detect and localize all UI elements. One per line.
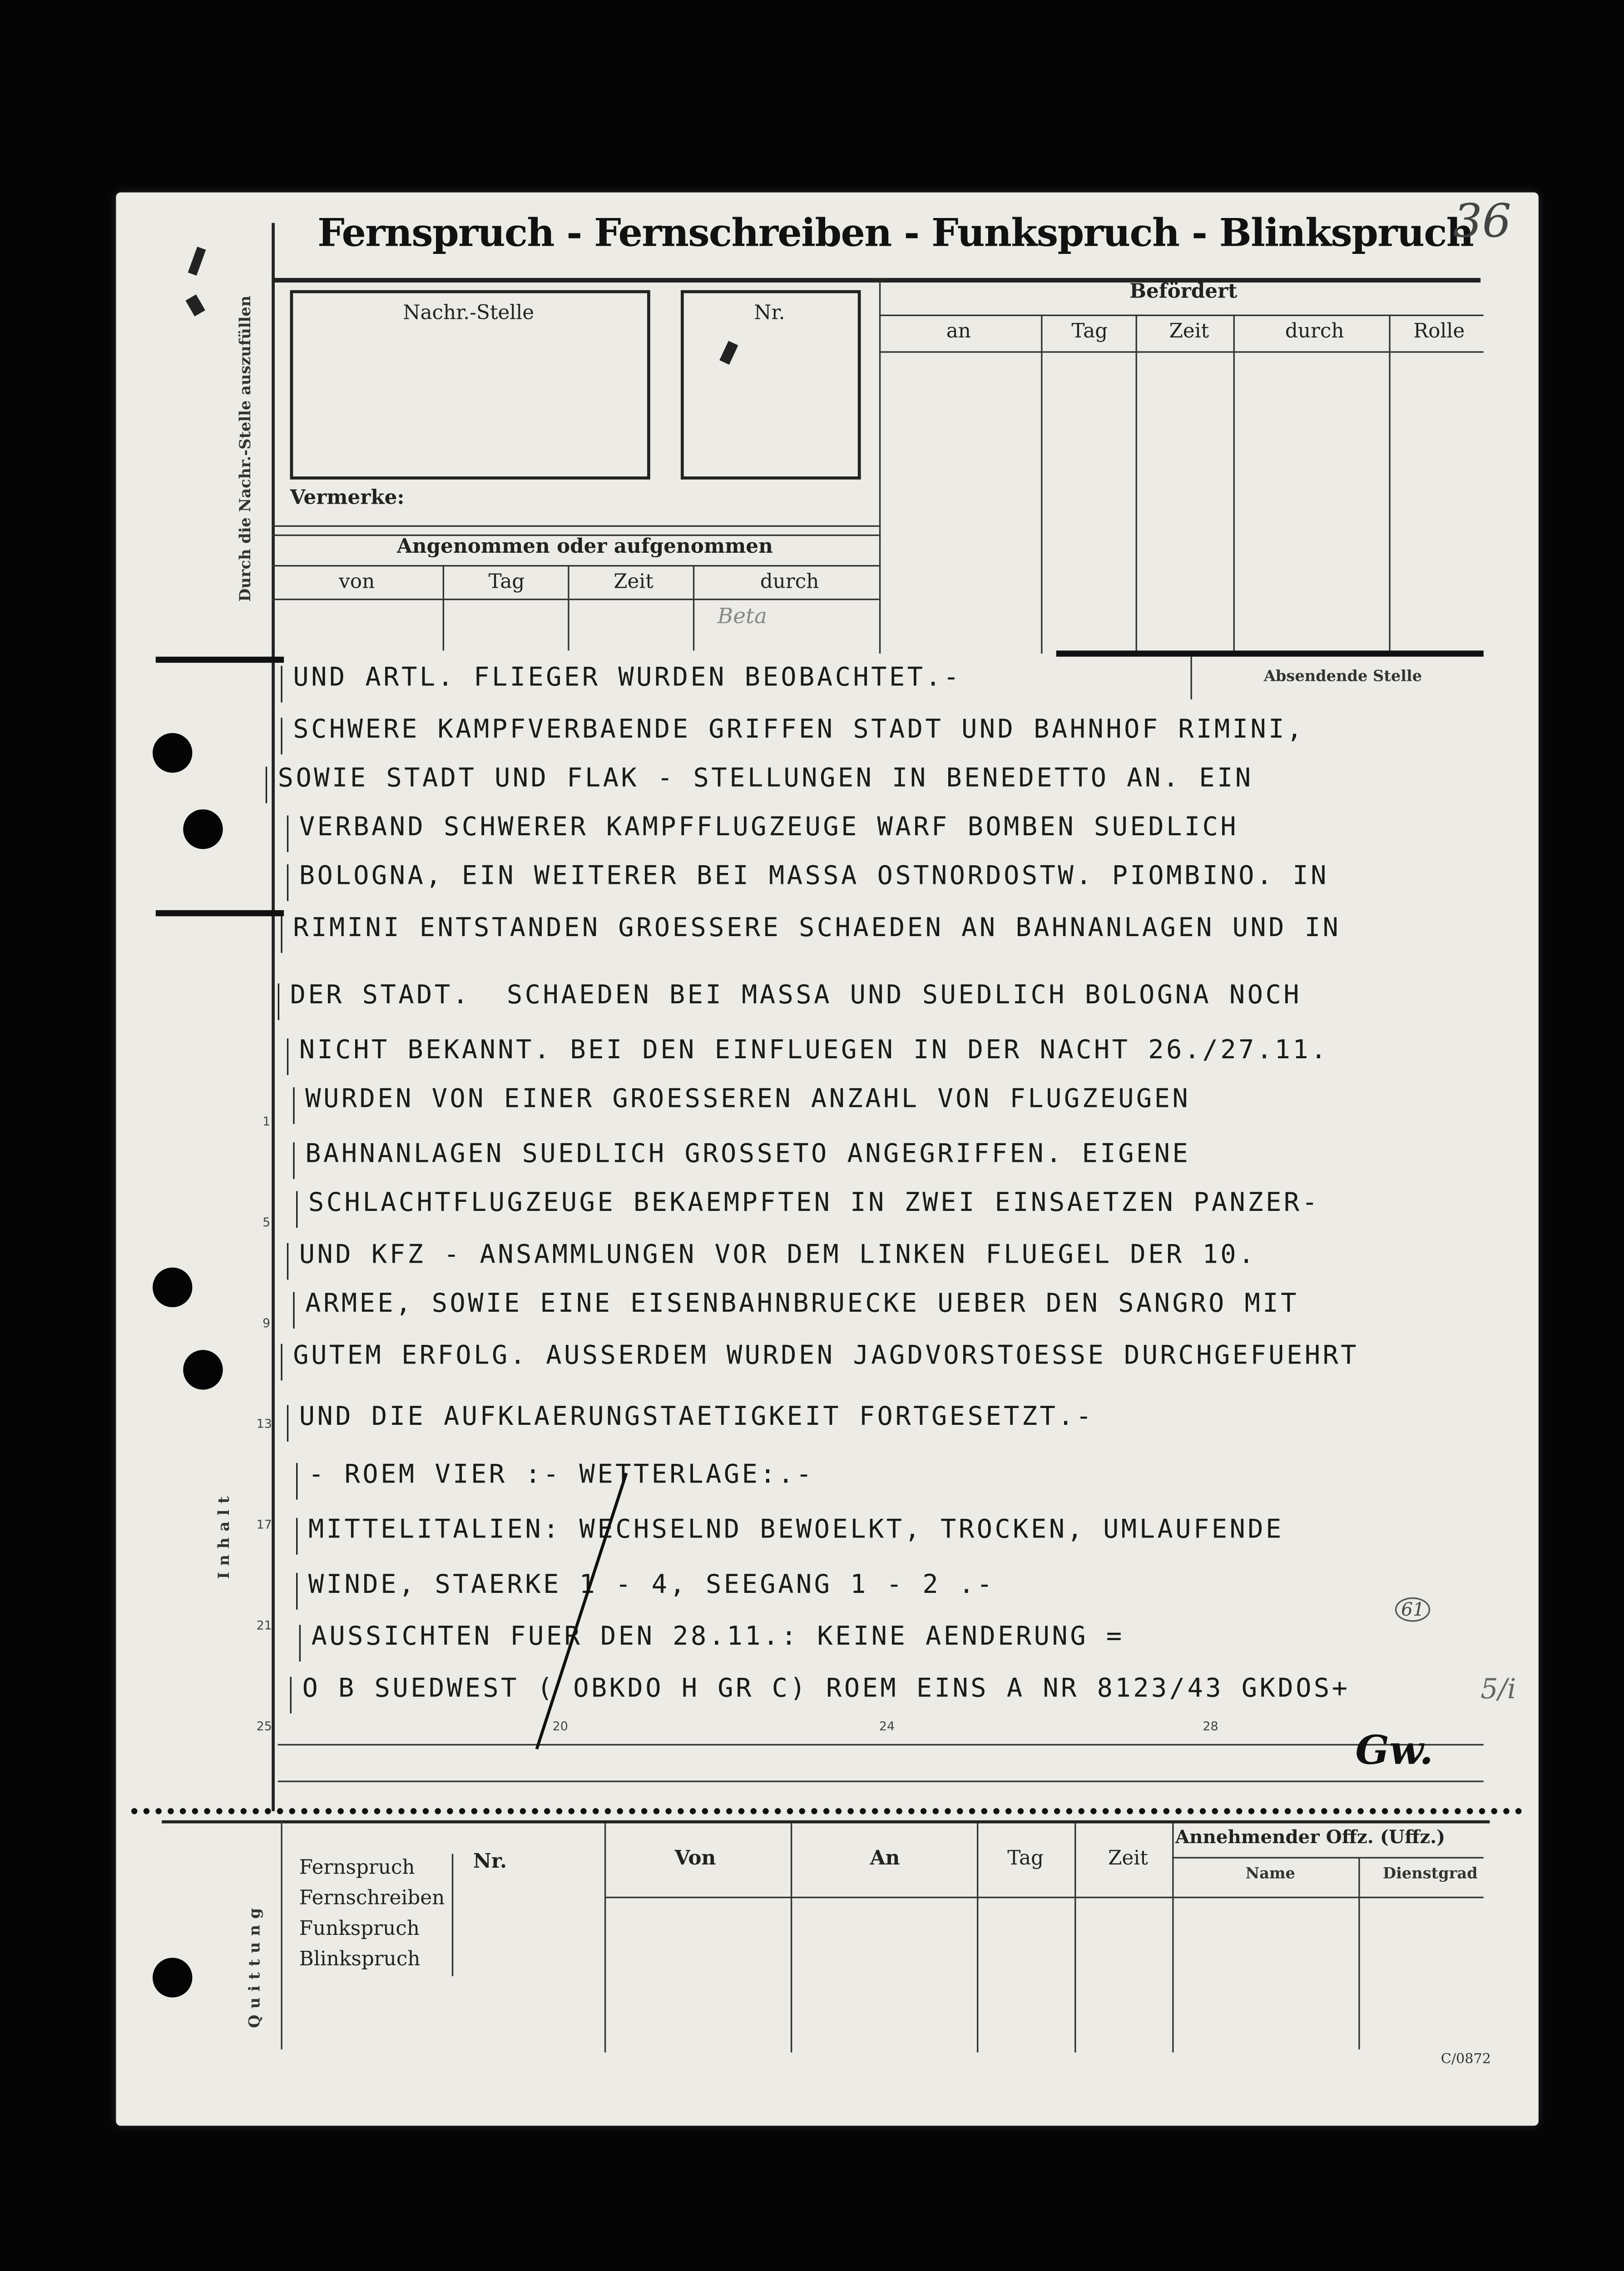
befoerdert-col-an: an — [946, 321, 971, 344]
receipt-col-tag: Tag — [1007, 1848, 1044, 1871]
line-margin-bar — [296, 1573, 297, 1610]
pen-slash — [535, 1473, 628, 1750]
ink-mark — [188, 247, 206, 276]
line-margin-bar — [281, 1344, 282, 1381]
side-label-nachr: Durch die Nachr.-Stelle auszufüllen — [238, 295, 255, 602]
line-number: 5 — [262, 1215, 271, 1230]
receipt-col-zeit: Zeit — [1108, 1848, 1148, 1871]
line-margin-bar — [287, 815, 288, 852]
nr-label: Nr. — [754, 302, 785, 326]
message-line: WINDE, STAERKE 1 - 4, SEEGANG 1 - 2 .- — [308, 1570, 995, 1601]
message-line: SCHWERE KAMPFVERBAENDE GRIFFEN STADT UND BAHNHOF RIMINI, — [293, 714, 1305, 745]
line-margin-bar — [278, 983, 279, 1020]
line-margin-bar — [293, 1292, 294, 1329]
line-margin-bar — [281, 916, 282, 953]
signature: Gw. — [1355, 1729, 1433, 1775]
receipt-type: Blinkspruch — [299, 1949, 421, 1972]
line-number: 21 — [256, 1618, 272, 1633]
befoerdert-col-rolle: Rolle — [1413, 321, 1465, 344]
line-margin-bar — [287, 864, 288, 901]
line-margin-bar — [281, 666, 282, 703]
receipt-type: Funkspruch — [299, 1918, 420, 1941]
handwritten-initials: Beta — [717, 605, 767, 630]
message-line: RIMINI ENTSTANDEN GROESSERE SCHAEDEN AN BAHNANLAGEN UND IN — [293, 913, 1341, 944]
receipt-nr-label: Nr. — [473, 1850, 507, 1874]
line-margin-bar — [293, 1142, 294, 1179]
receipt-officer-rank: Dienstgrad — [1382, 1866, 1478, 1883]
message-line: BAHNANLAGEN SUEDLICH GROSSETO ANGEGRIFFEN. EIGENE — [305, 1139, 1191, 1170]
punch-hole — [153, 733, 192, 773]
receipt-type: Fernschreiben — [299, 1887, 445, 1911]
message-line: O B SUEDWEST ( OBKDO H GR C) ROEM EINS A NR 8123/43 GKDOS+ — [302, 1673, 1350, 1705]
receipt-col-von: Von — [674, 1848, 716, 1871]
message-line: MITTELITALIEN: WECHSELND BEWOELKT, TROCKEN, UMLAUFENDE — [308, 1515, 1284, 1546]
line-margin-bar — [296, 1518, 297, 1555]
receipt-type: Fernspruch — [299, 1857, 415, 1880]
message-line: SCHLACHTFLUGZEUGE BEKAEMPFTEN IN ZWEI EINSAETZEN PANZER- — [308, 1188, 1320, 1219]
message-line: VERBAND SCHWERER KAMPFFLUGZEUGE WARF BOMBEN SUEDLICH — [299, 812, 1239, 843]
angenommen-label: Angenommen oder aufgenommen — [396, 536, 773, 559]
befoerdert-label: Befördert — [1129, 281, 1238, 304]
angenommen-col-von: von — [339, 571, 375, 594]
message-line: AUSSICHTEN FUER DEN 28.11.: KEINE AENDERUNG = — [311, 1621, 1124, 1652]
ink-mark — [185, 294, 205, 316]
message-line: ARMEE, SOWIE EINE EISENBAHNBRUECKE UEBER DEN SANGRO MIT — [305, 1289, 1299, 1319]
form-title: Fernspruch - Fernschreiben - Funkspruch - Blinkspruch — [317, 210, 1474, 255]
message-line: NICHT BEKANNT. BEI DEN EINFLUEGEN IN DER NACHT 26./27.11. — [299, 1035, 1329, 1066]
margin-note: 5/i — [1480, 1673, 1516, 1706]
message-line: UND DIE AUFKLAERUNGSTAETIGKEIT FORTGESETZT.- — [299, 1402, 1094, 1433]
vermerke-label: Vermerke: — [290, 487, 405, 510]
message-line: BOLOGNA, EIN WEITERER BEI MASSA OSTNORDOSTW. PIOMBINO. IN — [299, 861, 1329, 892]
line-number: 13 — [256, 1417, 272, 1431]
message-line: - ROEM VIER :- WETTERLAGE:.- — [308, 1460, 814, 1491]
column-number: 28 — [1203, 1719, 1218, 1734]
line-number: 1 — [262, 1115, 271, 1129]
line-margin-bar — [296, 1191, 297, 1228]
message-line: GUTEM ERFOLG. AUSSERDEM WURDEN JAGDVORSTOESSE DURCHGEFUEHRT — [293, 1341, 1359, 1372]
punch-hole — [153, 1958, 192, 1997]
absendende-stelle-label: Absendende Stelle — [1263, 669, 1422, 686]
column-number: 20 — [552, 1719, 568, 1734]
punch-hole — [183, 1350, 223, 1389]
nachr-stelle-label: Nachr.-Stelle — [403, 302, 535, 326]
angenommen-col-tag: Tag — [488, 571, 525, 594]
befoerdert-col-zeit: Zeit — [1169, 321, 1209, 344]
befoerdert-col-durch: durch — [1285, 321, 1344, 344]
receipt-officer-label: Annehmender Offz. (Uffz.) — [1175, 1826, 1446, 1848]
punch-hole — [183, 809, 223, 849]
line-number: 9 — [262, 1316, 271, 1330]
page-number: 36 — [1453, 195, 1511, 249]
message-form — [116, 193, 1538, 2126]
befoerdert-col-tag: Tag — [1071, 321, 1108, 344]
message-line: SOWIE STADT UND FLAK - STELLUNGEN IN BENEDETTO AN. EIN — [277, 764, 1253, 794]
circled-number: 61 — [1395, 1597, 1431, 1622]
message-line: UND KFZ - ANSAMMLUNGEN VOR DEM LINKEN FLUEGEL DER 10. — [299, 1240, 1257, 1271]
receipt-types — [299, 1854, 445, 1976]
line-margin-bar — [281, 718, 282, 754]
line-margin-bar — [287, 1405, 288, 1442]
angenommen-col-durch: durch — [760, 571, 819, 594]
line-number: 17 — [256, 1518, 272, 1532]
side-label-inhalt: Inhalt — [217, 1490, 234, 1579]
receipt-officer-name: Name — [1245, 1866, 1295, 1883]
line-margin-bar — [266, 767, 267, 803]
message-line: DER STADT. SCHAEDEN BEI MASSA UND SUEDLICH BOLOGNA NOCH — [290, 980, 1302, 1011]
angenommen-col-zeit: Zeit — [614, 571, 654, 594]
line-margin-bar — [287, 1243, 288, 1280]
line-margin-bar — [290, 1677, 292, 1714]
column-number: 24 — [879, 1719, 895, 1734]
side-label-quittung: Quittung — [247, 1902, 264, 2028]
punch-hole — [153, 1268, 192, 1307]
line-margin-bar — [293, 1087, 294, 1124]
message-line: UND ARTL. FLIEGER WURDEN BEOBACHTET.- — [293, 663, 961, 694]
message-line: WURDEN VON EINER GROESSEREN ANZAHL VON FLUGZEUGEN — [305, 1084, 1191, 1115]
perforation — [131, 1808, 1523, 1814]
line-margin-bar — [296, 1463, 297, 1500]
line-margin-bar — [287, 1038, 288, 1075]
line-margin-bar — [299, 1625, 301, 1661]
form-code: C/0872 — [1441, 2052, 1491, 2068]
receipt-col-an: An — [870, 1848, 900, 1871]
line-number: 25 — [256, 1719, 272, 1734]
